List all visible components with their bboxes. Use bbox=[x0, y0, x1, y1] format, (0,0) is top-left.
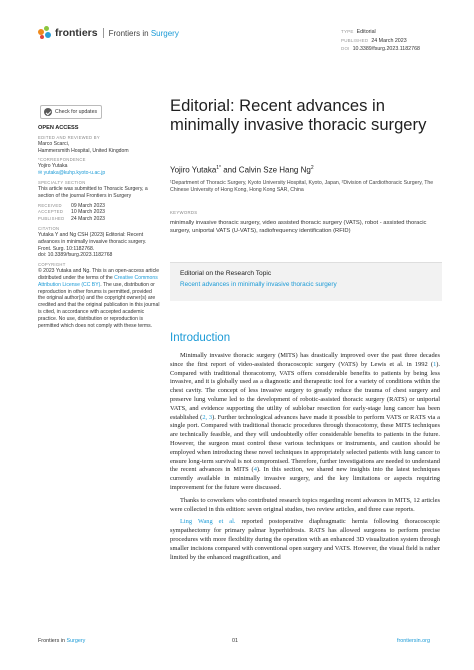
cc-by-link[interactable]: Creative Commons Attribution License (CC BY) bbox=[38, 274, 158, 288]
footer-journal: Frontiers in Surgery bbox=[38, 638, 86, 644]
affiliations: ¹Department of Thoracic Surgery, Kyoto University Hospital, Kyoto, Japan, ²Division of Cardiothoracic Surgery, The Chinese University of Hong Kong, Hong Kong SAR, China bbox=[170, 180, 434, 193]
research-topic-link[interactable]: Recent advances in minimally invasive thoracic surgery bbox=[180, 281, 337, 288]
page-number: 01 bbox=[232, 638, 238, 644]
article-sidebar: OPEN ACCESS EDITED AND REVIEWED BY Marco Scarci, Hammersmith Hospital, United Kingdom *CORRESPONDENCE Yojiro Yutaka ✉ yutaka@kuhp.kyoto-u.ac.jp SPECIALTY SECTION This article was submitted to Thoracic Surgery, a section of the journal Frontiers in Surgery RECEIVED 09 March 2023 ACCEPTED 10 March 2023 PUBLISHED 24 March 2023 CITATION Yutaka Y and Ng CSH (2023) Editorial: Recent advances in minimally invasive thoracic surgery. Front. Surg. 10:1182768. doi: 10.3389/fsurg.2023.1182768 COPYRIGHT © 2023 Yutaka and Ng. This is an open-access article distributed under the terms of the Creative Commons Attribution License (CC BY). The use, distribution or reproduction in other forums is permitted, provided the original author(s) and the copyright owner(s) are credited and that the original publication in this journal is cited, in accordance with accepted academic practice. No use, distribution or reproduction is permitted which does not comply with these terms. bbox=[38, 125, 160, 329]
date-published: PUBLISHED 24 March 2023 bbox=[38, 216, 105, 223]
paragraph-2: Thanks to coworkers who contributed research topics regarding recent advances in MITS, 12 articles were collected in this edition: seven original studies, two review articles, and three case reports. bbox=[170, 496, 440, 513]
copyright-text: © 2023 Yutaka and Ng. This is an open-access article distributed under the terms of the Creative Commons Attribution License (CC BY). The use, distribution or reproduction in other forums is permitted, provided the original author(s) and the copyright owner(s) are credited and that the original publication in this journal is cited, in accordance with accepted academic practice. No use, distribution or reproduction is permitted which does not comply with these terms. bbox=[38, 268, 160, 329]
doi-link[interactable]: 10.3389/fsurg.2023.1182768 bbox=[352, 46, 420, 53]
open-access-label: OPEN ACCESS bbox=[38, 125, 79, 131]
editor-affiliation: Hammersmith Hospital, United Kingdom bbox=[38, 147, 129, 154]
check-updates-button[interactable]: Check for updates bbox=[40, 105, 102, 119]
date-received: RECEIVED 09 March 2023 bbox=[38, 202, 105, 209]
citation-ref[interactable]: 1 bbox=[433, 360, 437, 368]
brand-name: frontiers bbox=[55, 27, 98, 39]
citation-ref[interactable]: 4 bbox=[253, 466, 257, 474]
check-icon bbox=[44, 108, 52, 116]
research-topic-box bbox=[170, 262, 442, 301]
editor-name: Marco Scarci, bbox=[38, 140, 70, 147]
author-link[interactable]: Ling Wang et al. bbox=[180, 518, 236, 526]
citation-text: Yutaka Y and Ng CSH (2023) Editorial: Recent advances in minimally invasive thoracic surgery. Front. Surg. 10:1182768. bbox=[38, 231, 147, 252]
citation-ref[interactable]: 2, 3 bbox=[202, 413, 213, 421]
author-ng[interactable]: Calvin Sze Hang Ng bbox=[238, 165, 311, 175]
corresponding-email[interactable]: ✉ yutaka@kuhp.kyoto-u.ac.jp bbox=[38, 170, 106, 177]
keywords-label: KEYWORDS bbox=[170, 210, 198, 215]
article-title: Editorial: Recent advances in minimally invasive thoracic surgery bbox=[170, 96, 427, 134]
article-meta: TYPE Editorial PUBLISHED 24 March 2023 DOI 10.3389/fsurg.2023.1182768 bbox=[341, 29, 420, 53]
specialty-text: This article was submitted to Thoracic Surgery, a section of the journal Frontiers in Surgery bbox=[38, 185, 148, 199]
frontiers-logo-icon bbox=[38, 26, 52, 40]
journal-name: Frontiers in Surgery bbox=[108, 28, 179, 38]
corresponding-author: Yojiro Yutaka bbox=[38, 163, 68, 170]
authors: Yojiro Yutaka$^{1*}$ and Calvin Sze Hang Ng$^2$ bbox=[170, 165, 314, 175]
date-accepted: ACCEPTED 10 March 2023 bbox=[38, 209, 105, 216]
author-yutaka[interactable]: Yojiro Yutaka bbox=[170, 165, 217, 175]
article-body bbox=[170, 352, 440, 566]
citation-doi[interactable]: doi: 10.3389/fsurg.2023.1182768 bbox=[38, 252, 113, 259]
paragraph-1: Minimally invasive thoracic surgery (MITS) has drastically improved over the past three decades since the first report of video-assisted thoracoscopic surgery (VATS) by Lewis et al. in 1992 (1). Compared with traditional thoracotomy, VATS offers considerable benefits to patients by being less invasive, and it is globally used as a diagnostic and therapeutic tool for a variety of conditions within the chest cavity. The concept of less invasive surgery to greatly reduce the trauma of chest surgery and preserve lung volume led to the development of robotic-assisted thoracic surgery (RATS) or uniportal VATS, and evidence supporting the utility of sublobar resection for early-stage lung cancer has been established (2, 3). Further technological advances have made it possible to perform VATS or RATS via a single port. Compared with traditional thoracic procedures through thoracotomy, these MITS techniques are technically feasible, and they will undoubtedly offer considerable benefits to patients in the future. However, the surgeon must control these various techniques or instruments, and caution should be employed when introducing these novel techniques in appropriately selected patients with lung cancer to ensure long-term survival is not compromised. Therefore, further investigations are needed to understand the recent advances in MITS (4). In this section, we shared new insights into the latest techniques currently available in minimally invasive surgery, and the key limitations or aspects requiring improvement for the future were discussed. bbox=[170, 352, 440, 491]
footer-site-link[interactable]: frontiersin.org bbox=[397, 638, 430, 644]
introduction-heading: Introduction bbox=[170, 332, 231, 344]
frontiers-logo[interactable] bbox=[38, 26, 179, 40]
paragraph-3: Ling Wang et al. reported postoperative diaphragmatic hernia following thoracoscopic sympathectomy for primary palmar hyperhidrosis. RATS has allowed surgeons to perform precise procedures with more flexibility during the operation with an enhanced 3D visualization system through smaller incisions compared with conventional open surgery and VATS. However, the visual field is rather limited by the enhanced magnification, and bbox=[170, 518, 440, 561]
keywords: minimally invasive thoracic surgery, video assisted thoracic surgery (VATS), robot - assisted thoracic surgery, uniportal VATS (U-VATS), radiofrequency identification (RFID) bbox=[170, 220, 427, 235]
logo-divider bbox=[103, 28, 104, 38]
research-topic-label: Editorial on the Research Topic bbox=[180, 270, 272, 277]
